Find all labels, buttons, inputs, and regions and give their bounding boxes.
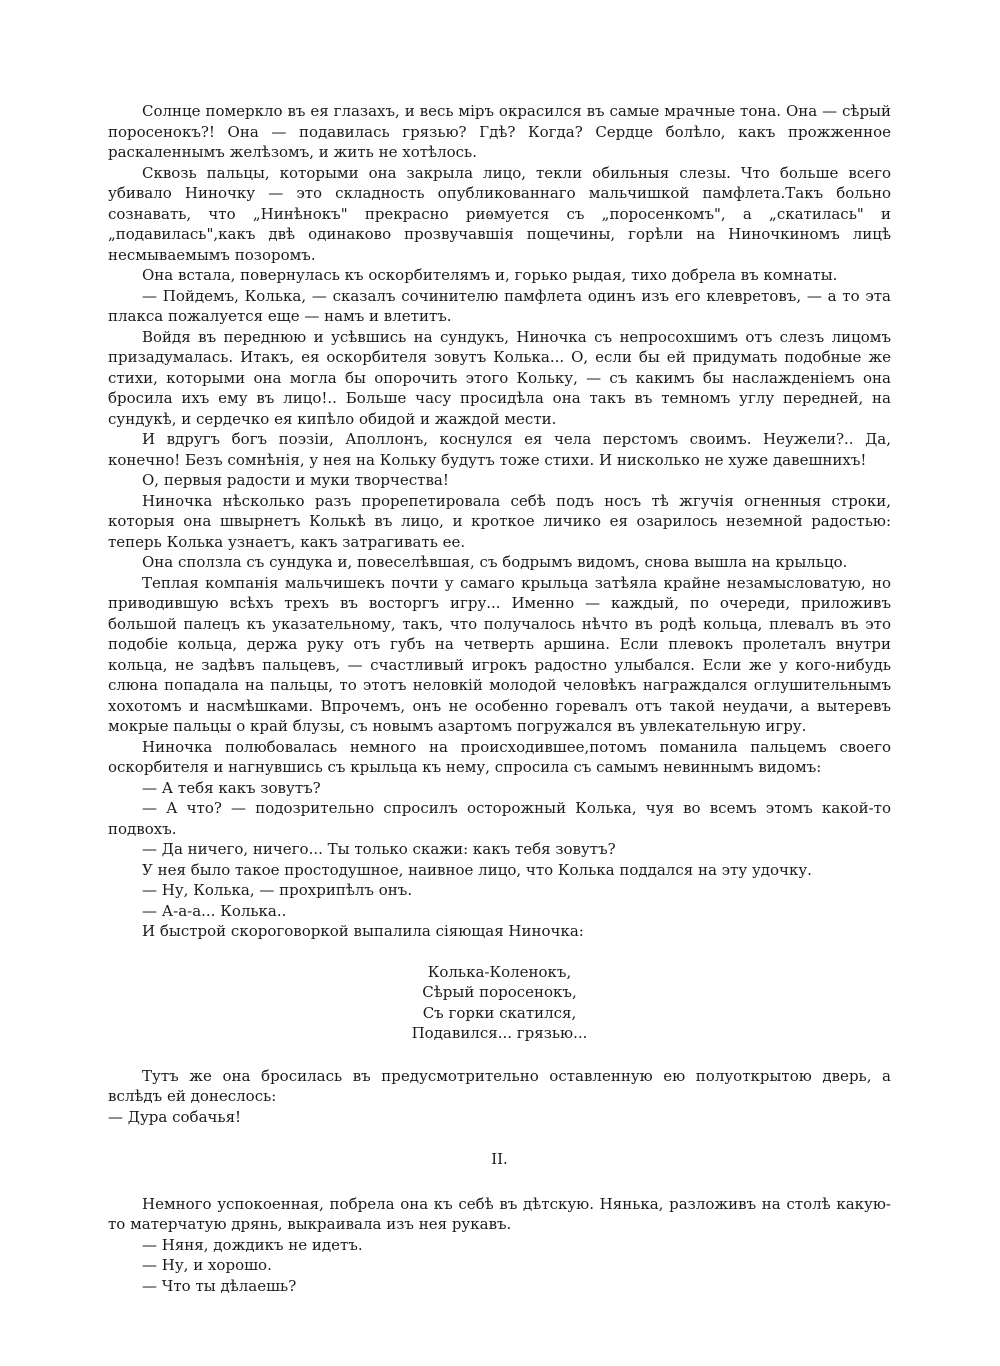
paragraph: У нея было такое простодушное, наивное лицо, что Колька поддался на эту удочку. xyxy=(142,860,812,879)
dialogue-line: — А-а-а... Колька.. xyxy=(142,901,287,920)
paragraph: Она встала, повернулась къ оскорбителямъ и, горько рыдая, тихо добрела въ комнаты. xyxy=(142,266,838,284)
document-page xyxy=(108,101,891,1296)
paragraph: О, первыя радости и муки творчества! xyxy=(142,471,449,489)
poem-line: Сѣрый поросенокъ, xyxy=(422,983,577,1001)
dialogue-line: — Пойдемъ, Колька, — сказалъ сочинителю памфлета одинъ изъ его клевретовъ, — а то эта плакса пожалуется еще — намъ и влетитъ. xyxy=(108,286,891,325)
paragraph: Ниночка нѣсколько разъ прорепетировала себѣ подъ носъ тѣ жгучія огненныя строки, которыя она швырнетъ Колькѣ въ лицо, и кроткое личико ея озарилось неземной радостью: теперь Колька узнаетъ, какъ затрагивать ее. xyxy=(108,491,891,551)
paragraph: Сквозь пальцы, которыми она закрыла лицо, текли обильныя слезы. Что больше всего убивало Ниночку — это складность опубликованнаго мальчишкой памфлета.Такъ больно сознавать, что „Нинѣнокъ" прекрасно риѳмуется съ „поросенкомъ", а „скатилась" и „подавилась",какъ двѣ одинаково прозвучавшія пощечины, горѣли на Ниночкиномъ лицѣ несмываемымъ позоромъ. xyxy=(108,163,891,264)
paragraph: Немного успокоенная, побрела она къ себѣ въ дѣтскую. Нянька, разложивъ на столѣ какую-то матерчатую дрянь, выкраивала изъ нея рукавъ. xyxy=(108,1194,891,1233)
dialogue-line: — Ну, Колька, — прохрипѣлъ онъ. xyxy=(142,881,413,899)
chapter-heading: II. xyxy=(491,1150,508,1168)
dialogue-line: — Да ничего, ничего... Ты только скажи: какъ тебя зовутъ? xyxy=(142,840,616,858)
paragraph: Ниночка полюбовалась немного на происходившее,потомъ поманила пальцемъ своего оскорбителя и нагнувшись съ крыльца къ нему, спросила съ самымъ невиннымъ видомъ: xyxy=(108,737,891,776)
dialogue-line: — А тебя какъ зовутъ? xyxy=(142,778,321,797)
dialogue-line: — Что ты дѣлаешь? xyxy=(142,1276,297,1295)
paragraph: И быстрой скороговоркой выпалила сіяющая Ниночка: xyxy=(142,922,584,940)
poem-line: Подавился... грязью... xyxy=(411,1024,588,1042)
paragraph: И вдругъ богъ поэзіи, Аполлонъ, коснулся ея чела перстомъ своимъ. Неужели?.. Да, конечно! Безъ сомнѣнія, у нея на Кольку будутъ тоже стихи. И нисколько не хуже давешнихъ! xyxy=(108,430,891,469)
paragraph: Солнце померкло въ ея глазахъ, и весь міръ окрасился въ самые мрачные тона. Она — сѣрый поросенокъ?! Она — подавилась грязью? Гдѣ? Когда? Сердце болѣло, какъ прожженное раскаленнымъ желѣзомъ, и жить не хотѣлось. xyxy=(108,102,891,161)
paragraph: Она сползла съ сундука и, повеселѣвшая, съ бодрымъ видомъ, снова вышла на крыльцо. xyxy=(142,553,848,571)
dialogue-line: — Дура собачья! xyxy=(108,1107,242,1126)
poem-line: Колька-Коленокъ, xyxy=(427,962,572,981)
poem-line: Съ горки скатился, xyxy=(422,1003,577,1022)
paragraph: Теплая компанія мальчишекъ почти у самаго крыльца затѣяла крайне незамысловатую, но приводившую всѣхъ трехъ въ восторгъ игру... Именно — каждый, по очереди, приложивъ большой палецъ къ указательному, такъ, что получалось нѣчто въ родѣ кольца, плевалъ въ это подобіе кольца, держа руку отъ губъ на четверть аршина. Если плевокъ пролеталъ внутри кольца, не задѣвъ пальцевъ, — счастливый игрокъ радостно улыбался. Если же у кого-нибудь слюна попадала на пальцы, то этотъ неловкій молодой человѣкъ награждался оглушительнымъ хохотомъ и насмѣшками. Впрочемъ, онъ не особенно горевалъ отъ такой неудачи, а вытеревъ мокрые пальцы о край блузы, съ новымъ азартомъ погружался въ увлекательную игру. xyxy=(108,573,891,735)
dialogue-line: — Няня, дождикъ не идетъ. xyxy=(142,1235,363,1254)
paragraph: Тутъ же она бросилась въ предусмотрительно оставленную ею полуоткрытою дверь, а вслѣдъ ей донеслось: xyxy=(108,1066,891,1105)
poem-block xyxy=(108,962,891,1044)
dialogue-line: — А что? — подозрительно спросилъ осторожный Колька, чуя во всемъ этомъ какой-то подвохъ. xyxy=(108,799,891,838)
paragraph: Войдя въ переднюю и усѣвшись на сундукъ, Ниночка съ непросохшимъ отъ слезъ лицомъ призадумалась. Итакъ, ея оскорбителя зовутъ Колька... О, если бы ей придумать подобные же стихи, которыми она могла бы опорочить этого Кольку, — съ какимъ бы наслажденіемъ она бросила ихъ ему въ лицо!.. Больше часу просидѣла она такъ въ темномъ углу передней, на сундукѣ, и сердечко ея кипѣло обидой и жаждой мести. xyxy=(108,327,891,428)
dialogue-line: — Ну, и хорошо. xyxy=(142,1256,272,1274)
